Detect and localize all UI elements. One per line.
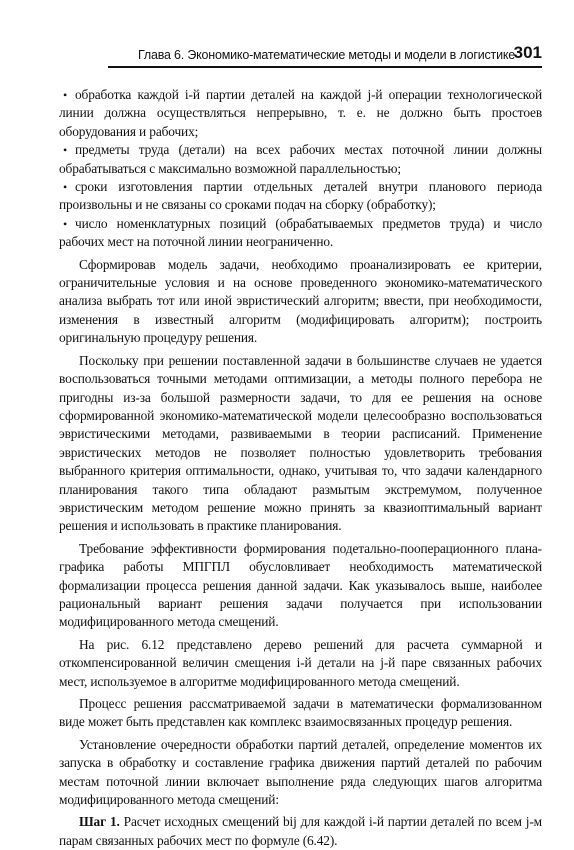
page-body: [59, 86, 542, 850]
bullet-mark: •: [63, 88, 68, 102]
body-paragraph: Сформировав модель задачи, необходимо проанализировать ее критерии, ограничительные условия и на основе проведенного экономико-математического анализа выбрать тот или иной эвристический алгоритм; ввести, при необходимости, изменения в известный алгоритм (модифицировать алгоритм); построить оригинальную процедуру решения.: [59, 256, 542, 346]
bullet-item: [59, 86, 542, 141]
bullet-item: [59, 178, 542, 215]
page-number: 301: [513, 43, 542, 62]
body-paragraph: На рис. 6.12 представлено дерево решений для расчета суммарной и откомпенсированной величин смещения i-й детали на j-й паре связанных рабочих мест, используемое в алгоритме модифицированного метода смещений.: [59, 636, 542, 689]
body-paragraph: Процесс решения рассматриваемой задачи в математически формализованном виде может быть представлен как комплекс взаимосвязанных процедур решения.: [59, 696, 542, 730]
bullet-text: предметы труда (детали) на всех рабочих местах поточной линии должны обрабатываться с максимально возможной параллельностью;: [59, 142, 542, 176]
chapter-title: Глава 6. Экономико-математические методы и модели в логистике: [138, 48, 516, 62]
body-paragraph: Установление очередности обработки партий деталей, определение моментов их запуска в обработку и составление графика движения партий деталей по рабочим местам поточной линии включает выполнение ряда следующих шагов алгоритма модифицированного метода смещений:: [59, 736, 542, 808]
bullet-mark: •: [63, 216, 68, 231]
bullet-mark: •: [63, 180, 68, 195]
algorithm-step: [59, 813, 542, 850]
bullet-item: [59, 141, 542, 178]
bullet-item: [59, 215, 542, 252]
bullet-mark: •: [63, 143, 68, 158]
step-label: Шаг 1.: [79, 814, 120, 830]
running-header: [0, 43, 574, 74]
header-divider: [108, 66, 542, 68]
body-paragraph: Требование эффективности формирования подетально-пооперационного плана-графика работы МПГПЛ обусловливает необходимость математической формализации процесса решения данной задачи. Как указывалось выше, наиболее рациональный вариант решения задачи получается при использовании модифицированного метода смещений.: [59, 540, 542, 630]
bullet-text: число номенклатурных позиций (обрабатываемых предметов труда) и число рабочих мест на поточной линии неограниченно.: [59, 215, 542, 250]
bullet-text: обработка каждой i-й партии деталей на каждой j-й операции технологической линии должна осуществляться непрерывно, т. е. не должно быть простоев оборудования и рабочих;: [59, 87, 542, 139]
body-paragraph: Поскольку при решении поставленной задачи в большинстве случаев не удается воспользоваться точными методами оптимизации, а методы полного перебора не пригодны из-за большой размерности задачи, то для ее решения на основе сформированной экономико-математической модели целесообразно воспользоваться эвристическими методами, развиваемыми в теории расписаний. Применение эвристических методов не позволяет полностью удовлетворить требования выбранного критерия оптимальности, однако, учитывая то, что задачи календарного планирования такого типа обладают размытым экстремумом, полученное эвристическим методом решение можно принять за квазиоптимальный вариант решения и использовать в практике планирования.: [59, 352, 542, 534]
step-text: Расчет исходных смещений bij для каждой i-й партии деталей по всем j-м парам связанных рабочих мест по формуле (6.42).: [59, 814, 542, 848]
bullet-text: сроки изготовления партии отдельных деталей внутри планового периода произвольны и не связаны со сроками подач на сборку (обработку);: [59, 179, 542, 213]
